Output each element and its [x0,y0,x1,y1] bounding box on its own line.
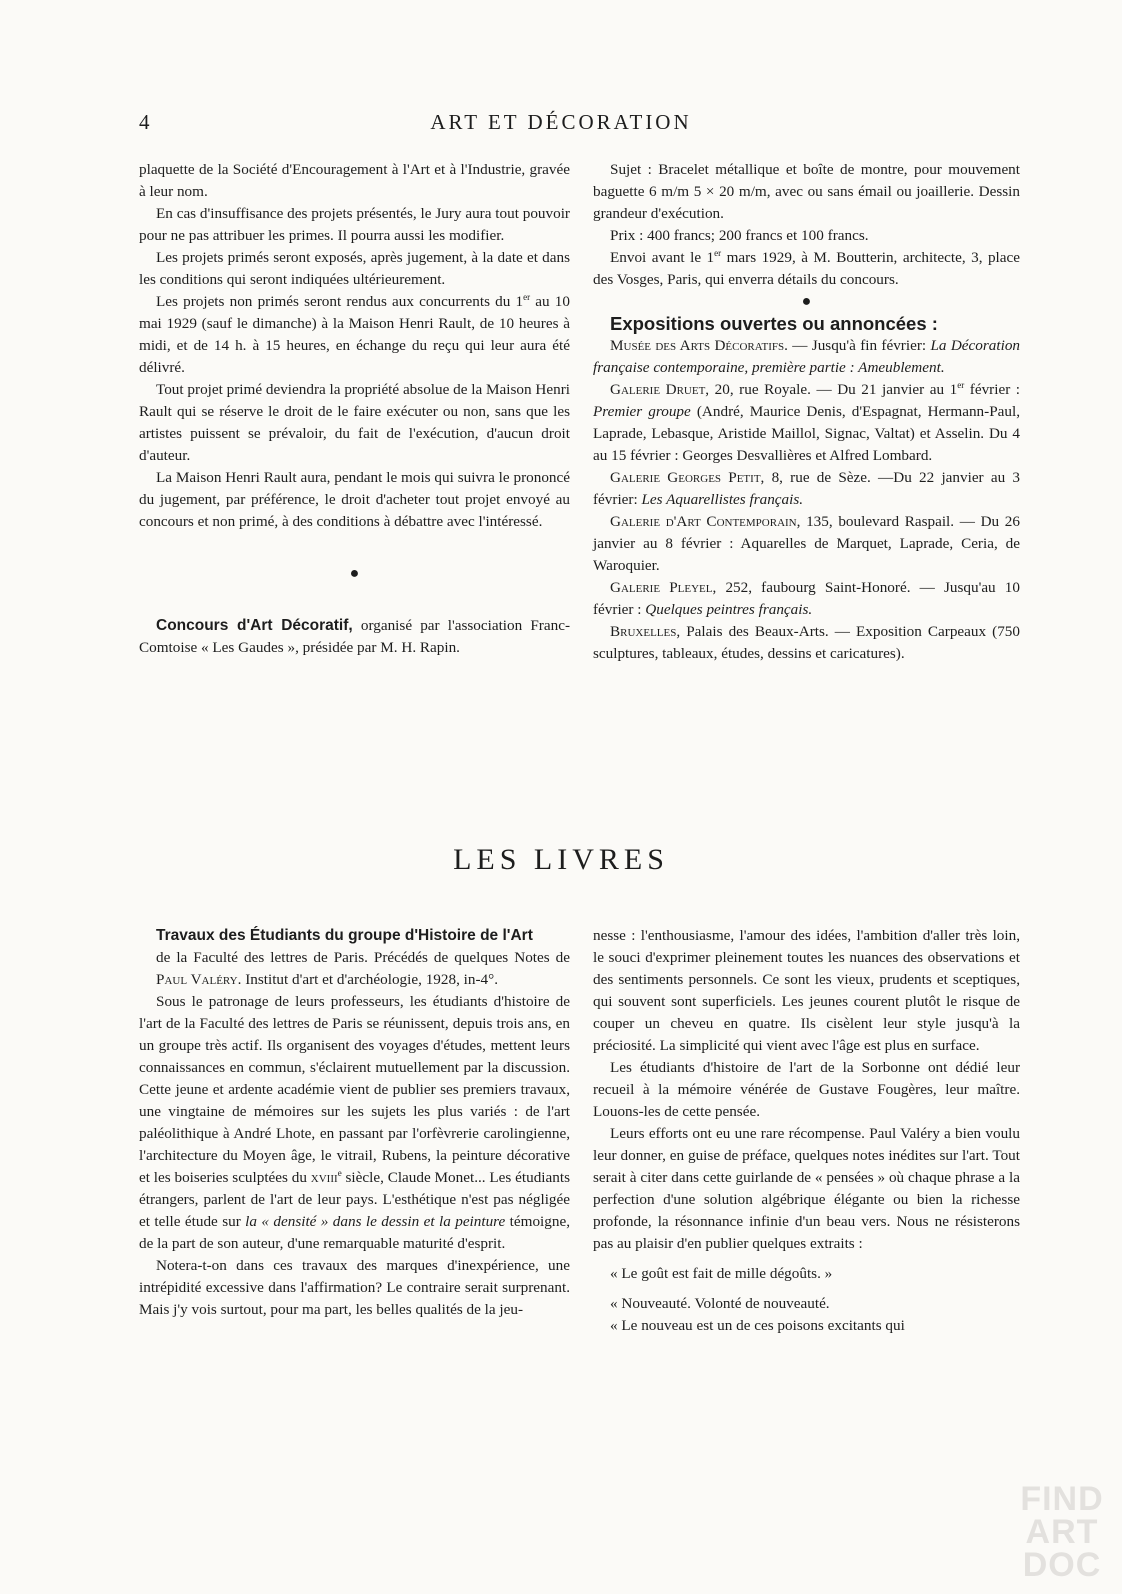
concours-title: Concours d'Art Décoratif, [156,617,353,634]
paragraph: nesse : l'enthousiasme, l'amour des idées, l'ambition d'aller très loin, le souci d'exprimer pleinement toutes les nuances des observations et des sentiments personnels. Ce sont les vieux, prudents et sceptiques, qui souvent sont superficiels. Les jeunes courent plutôt le risque de couper un cheveu en quatre. Ils cisèlent leur style jusqu'à la préciosité. La simplicité qui vient avec l'âge est plus en surface. [593,927,1020,1054]
paragraph: Tout projet primé deviendra la propriété absolue de la Maison Henri Rault qui se réserve le droit de le faire exécuter ou non, sans que les artistes puissent se prévaloir, du fait de l'exécution, d'aucun droit d'auteur. [139,381,570,464]
paragraph: Sous le patronage de leurs professeurs, les étudiants d'histoire de l'art de la Faculté des lettres de Paris se réunissent, depuis trois ans, en un groupe très actif. Ils organisent des voyages d'études, mettent leurs connaissances en commun, s'éclairent mutuellement par la discussion. Cette jeune et ardente académie vient de publier ses premiers travaux, une vingtaine de mémoires sur les sujets les plus variés : de l'art paléolithique à André Lhote, en passant par l'orfèvrerie carolingienne, l'architecture du Moyen âge, le vitrail, Rubens, la peinture décorative et les boiseries sculptées du xviii$^e$ siècle, Claude Monet... Les étudiants étrangers, parlent de l'art de leur pays. L'esthétique n'est pas négligée et telle étude sur la « densité » dans le dessin et la peinture témoigne, de la part de son auteur, d'une remarquable maturité d'esprit. [139,993,570,1252]
paragraph: Notera-t-on dans ces travaux des marques d'inexpérience, une intrépidité excessive dans l'affirmation? Le contraire serait surprenant. Mais j'y vois surtout, pour ma part, les belles qualités de la jeu- [139,1257,570,1318]
left-bottom-column [139,925,570,1321]
quote: « Nouveauté. Volonté de nouveauté. [610,1295,830,1312]
exhibition-entry: Musée des Arts Décoratifs. — Jusqu'à fin février: La Décoration française contemporaine, première partie : Ameublement. [593,337,1021,376]
paragraph: Prix : 400 francs; 200 francs et 100 francs. [610,227,869,244]
paragraph: Les projets non primés seront rendus aux concurrents du 1er au 10 mai 1929 (sauf le dimanche) à la Maison Henri Rault, de 10 heures à midi, et de 14 h. à 15 heures, en échange du reçu qui leur aura été délivré. [139,291,570,376]
quote: « Le goût est fait de mille dégoûts. » [610,1265,833,1282]
quote: « Le nouveau est un de ces poisons excitants qui [610,1317,905,1334]
exhibition-entry: Galerie Druet, 20, rue Royale. — Du 21 janvier au 1er février : Premier groupe (André, Maurice Denis, d'Espagnat, Hermann-Paul, Laprade, Lebasque, Aristide Maillol, Signac, Valtat) et Asselin. Du 4 au 15 février : Georges Desvallières et Alfred Lombard. [593,379,1021,464]
bullet-separator: ● [349,565,360,582]
left-top-column [139,159,570,659]
exhibition-entry: Galerie Georges Petit, 8, rue de Sèze. —Du 22 janvier au 3 février: Les Aquarellistes français. [593,469,1020,508]
expositions-heading: Expositions ouvertes ou annoncées : [610,313,938,334]
paragraph: Les étudiants d'histoire de l'art de la Sorbonne ont dédié leur recueil à la mémoire vénérée de Gustave Fougères, leur maître. Louons-les de cette pensée. [593,1059,1020,1120]
running-title: ART ET DÉCORATION [430,110,692,134]
paragraph: En cas d'insuffisance des projets présentés, le Jury aura tout pouvoir pour ne pas attribuer les primes. Il pourra aussi les modifier. [139,205,570,244]
bullet-separator: ● [801,293,812,310]
exhibition-entry: Galerie Pleyel, 252, faubourg Saint-Honoré. — Jusqu'au 10 février : Quelques peintres français. [593,579,1020,618]
paragraph: Envoi avant le 1er mars 1929, à M. Boutterin, architecte, 3, place des Vosges, Paris, qui enverra détails du concours. [593,247,1020,288]
right-bottom-column [593,925,1020,1337]
concours-paragraph: Concours d'Art Décoratif, organisé par l'association Franc-Comtoise « Les Gaudes », présidée par M. H. Rapin. [139,617,570,656]
paragraph: plaquette de la Société d'Encouragement à l'Art et à l'Industrie, gravée à leur nom. [139,161,570,200]
exhibition-entry: Galerie d'Art Contemporain, 135, boulevard Raspail. — Du 26 janvier au 8 février : Aquarelles de Marquet, Laprade, Ceria, de Waroquier. [593,513,1020,574]
book-title: Travaux des Étudiants du groupe d'Histoire de l'Art [156,927,533,944]
right-top-column [593,159,1020,665]
page-number: 4 [139,110,150,134]
book-info: de la Faculté des lettres de Paris. Précédés de quelques Notes de Paul Valéry. Institut d'art et d'archéologie, 1928, in-4°. [156,949,570,988]
paragraph: La Maison Henri Rault aura, pendant le mois qui suivra le prononcé du jugement, par préférence, le droit d'acheter tout projet envoyé au concours et non primé, à des conditions à débattre avec l'intéressé. [139,469,570,530]
exhibition-entry: Bruxelles, Palais des Beaux-Arts. — Exposition Carpeaux (750 sculptures, tableaux, études, dessins et caricatures). [593,623,1020,662]
watermark-logo: FIND ART DOC [1020,1480,1104,1584]
paragraph: Sujet : Bracelet métallique et boîte de montre, pour mouvement baguette 6 m/m 5 × 20 m/m, avec ou sans émail ou joaillerie. Dessin grandeur d'exécution. [593,161,1020,222]
paragraph: Les projets primés seront exposés, après jugement, à la date et dans les conditions qui seront indiquées ultérieurement. [139,249,570,288]
paragraph: Leurs efforts ont eu une rare récompense. Paul Valéry a bien voulu leur donner, en guise de préface, quelques notes inédites sur l'art. Tout serait à citer dans cette guirlande de « pensées » où chaque phrase a la perfection d'une solution algébrique élégante ou bien la richesse profonde, la résonnance infinie d'un beau vers. Nous ne résisterons pas au plaisir d'en publier quelques extraits : [593,1125,1020,1252]
section-title: LES LIVRES [453,843,669,876]
